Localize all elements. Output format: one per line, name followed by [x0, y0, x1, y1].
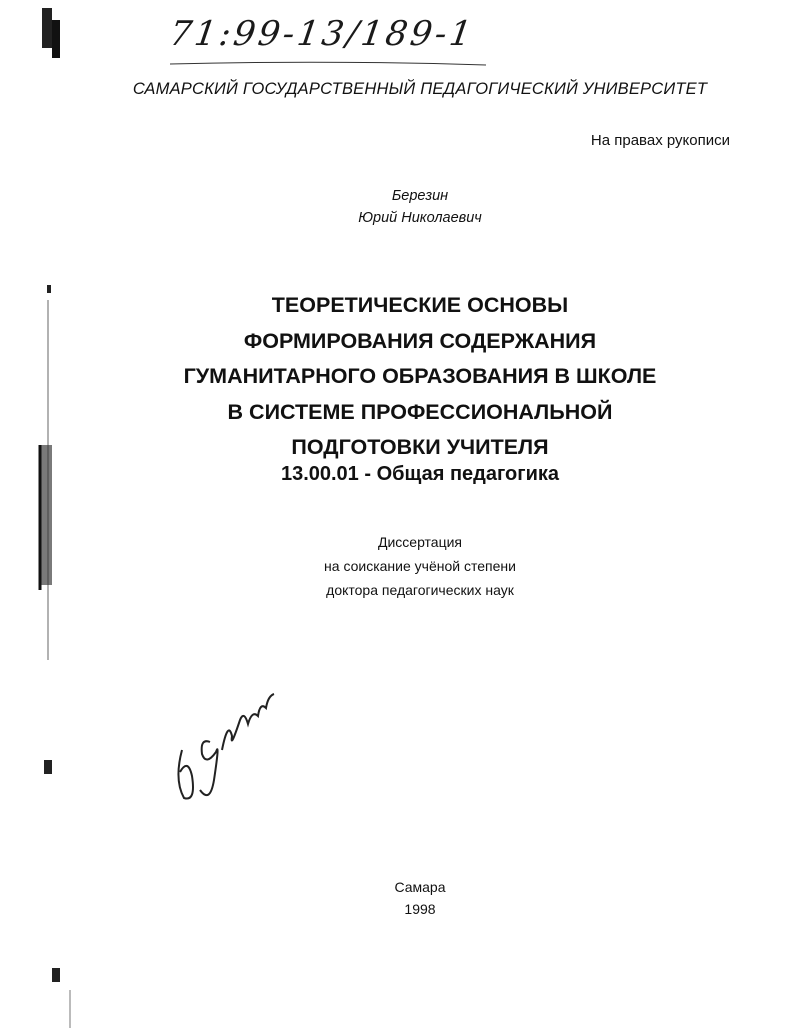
year: 1998: [404, 901, 436, 917]
title-line: ТЕОРЕТИЧЕСКИЕ ОСНОВЫ: [271, 293, 569, 317]
handwriting-underline: [168, 60, 488, 68]
title-line: ГУМАНИТАРНОГО ОБРАЗОВАНИЯ В ШКОЛЕ: [183, 364, 657, 388]
scan-margin-artifacts: [0, 0, 80, 1028]
handwritten-signature: [170, 680, 290, 810]
place-and-year: [0, 876, 797, 920]
specialty-code: 13.00.01 - Общая педагогика: [280, 463, 560, 485]
author-names: Юрий Николаевич: [358, 210, 482, 226]
dissertation-degree-field: доктора педагогических наук: [326, 582, 514, 598]
title-line: В СИСТЕМЕ ПРОФЕССИОНАЛЬНОЙ: [227, 399, 613, 424]
city: Самара: [394, 879, 446, 895]
dissertation-info: [0, 530, 797, 602]
university-name: САМАРСКИЙ ГОСУДАРСТВЕННЫЙ ПЕДАГОГИЧЕСКИЙ УНИВЕРСИТЕТ: [132, 80, 708, 98]
handwritten-archive-number: 71:99-13/189-1: [167, 14, 478, 54]
dissertation-type: Диссертация: [377, 534, 463, 550]
title-line: ПОДГОТОВКИ УЧИТЕЛЯ: [291, 435, 549, 459]
author-surname: Березин: [391, 188, 449, 204]
rights-note: На правах рукописи: [590, 132, 730, 149]
dissertation-degree-line: на соискание учёной степени: [324, 558, 516, 574]
title-line: ФОРМИРОВАНИЯ СОДЕРЖАНИЯ: [243, 328, 597, 353]
dissertation-title: [0, 288, 797, 466]
